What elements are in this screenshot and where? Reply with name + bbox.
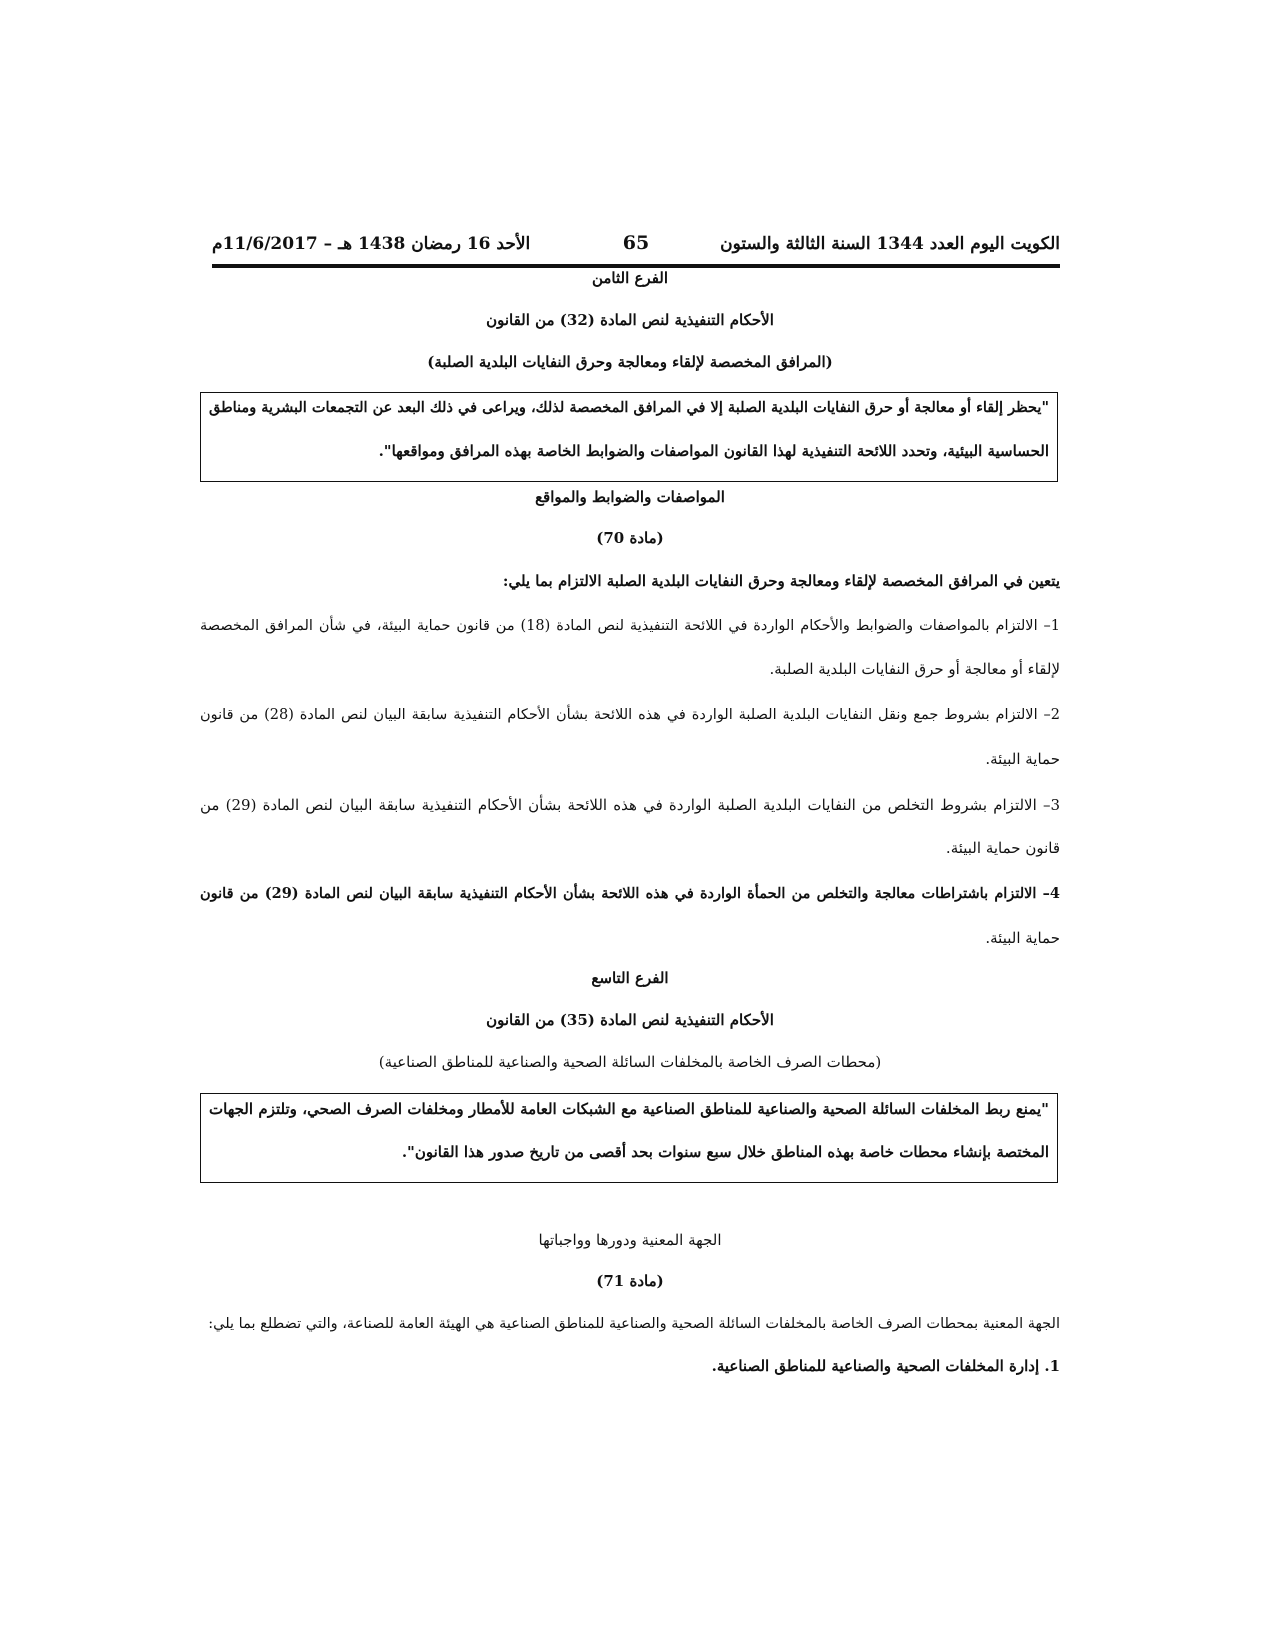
page-number: 65 — [622, 232, 650, 254]
section8-intro: يتعين في المرافق المخصصة لإلقاء ومعالجة وحرق النفايات البلدية الصلبة الالتزام بما يلي: — [502, 572, 1060, 590]
section9-quote-line2: المختصة بإنشاء محطات خاصة بهذه المناطق خلال سبع سنوات بحد أقصى من تاريخ صدور هذا القانون". — [401, 1143, 1049, 1161]
section9-law-quote-box — [200, 1093, 1058, 1183]
section9-intro: الجهة المعنية بمحطات الصرف الخاصة بالمخلفات السائلة الصحية والصناعية للمناطق الصناعية هي الهيئة العامة للصناعة، والتي تضطلع بما يلي: — [208, 1316, 1060, 1332]
section8-item4-line1: 4– الالتزام باشتراطات معالجة والتخلص من الحمأة الواردة في هذه اللائحة بشأن الأحكام التنفيذية سابقة البيان لنص المادة (29) من قانون — [200, 885, 1060, 902]
section8-item1-line2: لإلقاء أو معالجة أو حرق النفايات البلدية الصلبة. — [769, 660, 1060, 678]
section9-title: الأحكام التنفيذية لنص المادة (35) من القانون — [486, 1011, 774, 1029]
section8-branch: الفرع الثامن — [591, 269, 669, 287]
section8-subtitle: (المرافق المخصصة لإلقاء ومعالجة وحرق النفايات البلدية الصلبة) — [427, 353, 833, 371]
page-header — [212, 234, 1060, 260]
section9-item1: 1. إدارة المخلفات الصحية والصناعية للمناطق الصناعية. — [711, 1357, 1060, 1375]
section9-subtitle: (محطات الصرف الخاصة بالمخلفات السائلة الصحية والصناعية للمناطق الصناعية) — [378, 1053, 882, 1071]
header-issue: الكويت اليوم العدد 1344 السنة الثالثة والستون — [720, 234, 1060, 254]
section8-article: (مادة 70) — [596, 529, 664, 547]
section8-item3-line2: قانون حماية البيئة. — [945, 839, 1060, 857]
section8-quote-line2: الحساسية البيئية، وتحدد اللائحة التنفيذية لهذا القانون المواصفات والضوابط الخاصة بهذه المرافق ومواقعها". — [378, 442, 1049, 460]
section9-heading: الجهة المعنية ودورها وواجباتها — [538, 1231, 722, 1249]
section8-item1-line1: 1– الالتزام بالمواصفات والضوابط والأحكام الواردة في اللائحة التنفيذية لنص المادة (18) من قانون حماية البيئة، في شأن المرافق المخصصة — [200, 618, 1061, 634]
section9-article: (مادة 71) — [596, 1272, 664, 1290]
section8-law-quote-box — [200, 392, 1058, 482]
section8-item2-line1: 2– الالتزام بشروط جمع ونقل النفايات البلدية الصلبة الواردة في هذه اللائحة بشأن الأحكام التنفيذية سابقة البيان لنص المادة (28) من قانون — [200, 707, 1060, 723]
section8-heading: المواصفات والضوابط والمواقع — [535, 488, 725, 506]
section8-item3-line1: 3– الالتزام بشروط التخلص من النفايات البلدية الصلبة الواردة في هذه اللائحة بشأن الأحكام التنفيذية سابقة البيان لنص المادة (29) من — [200, 796, 1061, 814]
section8-title: الأحكام التنفيذية لنص المادة (32) من القانون — [486, 311, 774, 329]
section8-quote-line1: "يحظر إلقاء أو معالجة أو حرق النفايات البلدية الصلبة إلا في المرافق المخصصة لذلك، ويراعى في ذلك البعد عن التجمعات البشرية ومناطق — [209, 399, 1049, 416]
header-date: الأحد 16 رمضان 1438 هـ – 11/6/2017م — [212, 234, 531, 254]
section9-branch: الفرع التاسع — [591, 969, 669, 987]
section8-item2-line2: حماية البيئة. — [985, 750, 1060, 768]
section9-quote-line1: "يمنع ربط المخلفات السائلة الصحية والصناعية للمناطق الصناعية مع الشبكات العامة للأمطار ومخلفات الصرف الصحي، وتلتزم الجهات — [209, 1100, 1049, 1118]
section8-item4-line2: حماية البيئة. — [985, 929, 1060, 947]
